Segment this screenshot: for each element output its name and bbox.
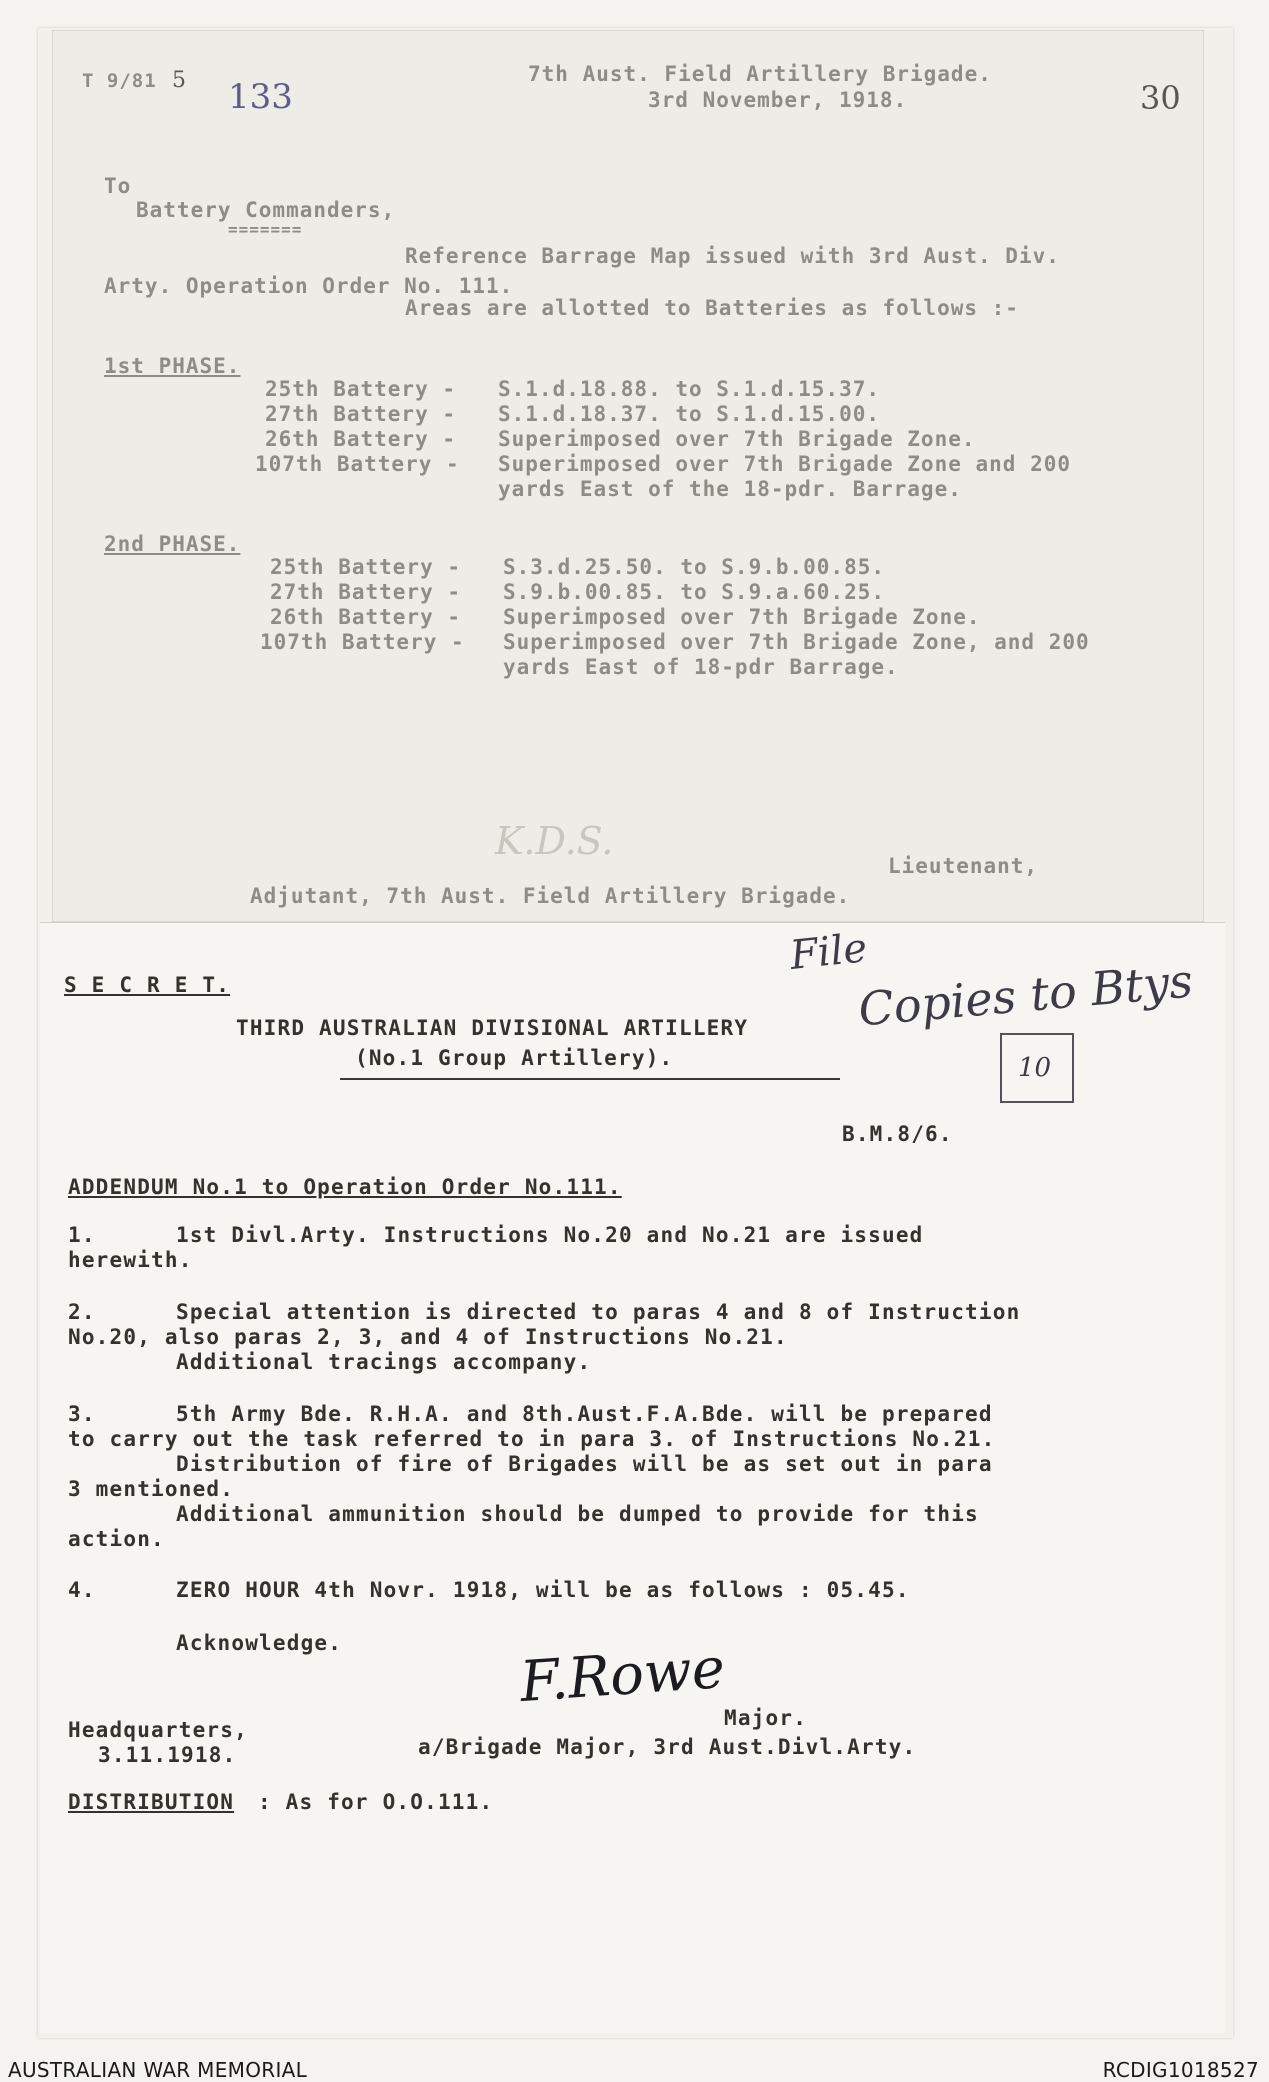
faded-signature: K.D.S. xyxy=(495,819,614,863)
phase-2-battery: 107th Battery - xyxy=(260,630,465,654)
phase-2-battery: 27th Battery - xyxy=(270,580,462,604)
paragraph-number: 3. xyxy=(68,1402,96,1426)
distribution-label: DISTRIBUTION xyxy=(68,1790,235,1814)
phase-2-battery: 26th Battery - xyxy=(270,605,462,629)
signatory-rank: Major. xyxy=(724,1706,808,1730)
paragraph-line: No.20, also paras 2, 3, and 4 of Instructions No.21. xyxy=(68,1325,788,1349)
phase-2-zone: S.3.d.25.50. to S.9.b.00.85. xyxy=(503,555,886,579)
paragraph-line: 5th Army Bde. R.H.A. and 8th.Aust.F.A.Bde. will be prepared xyxy=(176,1402,993,1426)
document-title: THIRD AUSTRALIAN DIVISIONAL ARTILLERY xyxy=(236,1016,749,1040)
brigade-heading: 7th Aust. Field Artillery Brigade. xyxy=(528,62,992,86)
paragraph-line: Additional tracings accompany. xyxy=(176,1350,592,1374)
phase-1-zone: Superimposed over 7th Brigade Zone. xyxy=(498,427,976,451)
phase-1-zone: S.1.d.18.88. to S.1.d.15.37. xyxy=(498,377,881,401)
signatory-rank: Lieutenant, xyxy=(888,854,1039,878)
paragraph-line: 3 mentioned. xyxy=(68,1477,235,1501)
phase-1-battery: 26th Battery - xyxy=(265,427,457,451)
reference-mark: 5 xyxy=(172,68,186,93)
register-number: 10 xyxy=(1018,1053,1052,1083)
acknowledge-line: Acknowledge. xyxy=(176,1631,343,1655)
phase-2-label: 2nd PHASE. xyxy=(104,532,241,556)
addressee: Battery Commanders, xyxy=(136,198,396,222)
archive-id: RCDIG1018527 xyxy=(1102,2058,1259,2082)
paragraph-number: 4. xyxy=(68,1578,96,1602)
paragraph-number: 1. xyxy=(68,1223,96,1247)
handwritten-file-note: File xyxy=(787,925,870,979)
addressee-rule: ======= xyxy=(228,220,303,239)
signatory-title: Adjutant, 7th Aust. Field Artillery Brigade. xyxy=(250,884,851,908)
paragraph-line: to carry out the task referred to in para 3. of Instructions No.21. xyxy=(68,1427,996,1451)
phase-2-battery: 25th Battery - xyxy=(270,555,462,579)
body-line-3: Areas are allotted to Batteries as follows :- xyxy=(405,296,1019,320)
phase-1-zone: Superimposed over 7th Brigade Zone and 200 xyxy=(498,452,1072,476)
phase-1-battery: 25th Battery - xyxy=(265,377,457,401)
body-line-1: Reference Barrage Map issued with 3rd Aust. Div. xyxy=(405,244,1060,268)
bm-reference: B.M.8/6. xyxy=(842,1122,953,1146)
document-subtitle: (No.1 Group Artillery). xyxy=(355,1046,674,1070)
paragraph-line: Special attention is directed to paras 4 and 8 of Instruction xyxy=(176,1300,1021,1324)
headquarters-label: Headquarters, xyxy=(68,1718,248,1742)
to-label: To xyxy=(104,174,132,198)
paragraph-line: Distribution of fire of Brigades will be as set out in para xyxy=(176,1452,993,1476)
reference-number: T 9/81 xyxy=(82,70,157,92)
phase-2-continuation: yards East of 18-pdr Barrage. xyxy=(503,655,899,679)
phase-1-continuation: yards East of the 18-pdr. Barrage. xyxy=(498,477,962,501)
phase-2-zone: Superimposed over 7th Brigade Zone, and 200 xyxy=(503,630,1090,654)
headquarters-date: 3.11.1918. xyxy=(98,1743,237,1767)
phase-1-battery: 27th Battery - xyxy=(265,402,457,426)
paragraph-line: herewith. xyxy=(68,1248,193,1272)
date-heading: 3rd November, 1918. xyxy=(648,88,908,112)
paragraph-number: 2. xyxy=(68,1300,96,1324)
body-line-2: Arty. Operation Order No. 111. xyxy=(104,274,514,298)
paragraph-line: ZERO HOUR 4th Novr. 1918, will be as follows : 05.45. xyxy=(176,1578,910,1602)
paragraph-line: 1st Divl.Arty. Instructions No.20 and No.21 are issued xyxy=(176,1223,924,1247)
phase-1-label: 1st PHASE. xyxy=(104,354,241,378)
phase-1-zone: S.1.d.18.37. to S.1.d.15.00. xyxy=(498,402,881,426)
folio-stamp: 133 xyxy=(228,77,293,117)
distribution-value: : As for O.O.111. xyxy=(258,1790,494,1814)
classification: S E C R E T. xyxy=(64,973,231,997)
paragraph-line: action. xyxy=(68,1527,165,1551)
title-rule xyxy=(340,1078,840,1080)
handwritten-signature: F.Rowe xyxy=(517,1635,727,1716)
phase-2-zone: S.9.b.00.85. to S.9.a.60.25. xyxy=(503,580,886,604)
folio-number: 30 xyxy=(1140,79,1181,117)
phase-2-zone: Superimposed over 7th Brigade Zone. xyxy=(503,605,981,629)
paragraph-line: Additional ammunition should be dumped to provide for this xyxy=(176,1502,979,1526)
handwritten-copies-note: Copies to Btys xyxy=(856,953,1195,1037)
archive-credit: AUSTRALIAN WAR MEMORIAL xyxy=(8,2058,308,2082)
addendum-heading: ADDENDUM No.1 to Operation Order No.111. xyxy=(68,1175,622,1199)
upper-sheet xyxy=(52,30,1204,922)
phase-1-battery: 107th Battery - xyxy=(255,452,460,476)
signatory-title: a/Brigade Major, 3rd Aust.Divl.Arty. xyxy=(418,1735,917,1759)
